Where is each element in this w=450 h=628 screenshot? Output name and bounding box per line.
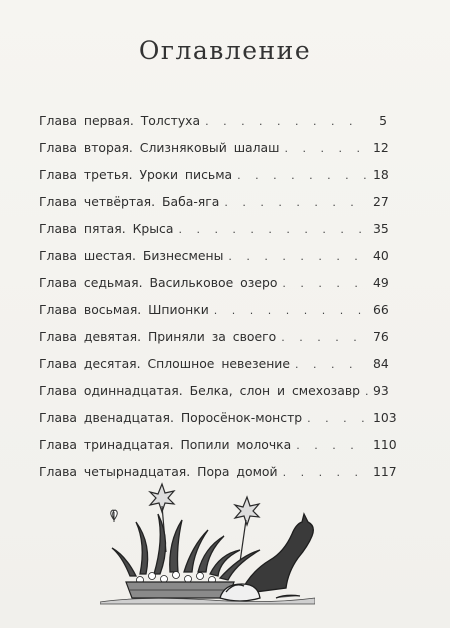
flower-box bbox=[126, 582, 234, 598]
toc-leader-dots bbox=[281, 331, 368, 344]
toc-chapter-title: Глава вторая. Слизняковый шалаш bbox=[39, 140, 280, 155]
toc-entry bbox=[39, 437, 397, 464]
toc-entry bbox=[39, 221, 387, 248]
toc-chapter-title: Глава шестая. Бизнесмены bbox=[39, 248, 224, 263]
toc-chapter-title: Глава пятая. Крыса bbox=[39, 221, 174, 236]
toc-leader-dots bbox=[284, 142, 368, 155]
cat-illustration bbox=[220, 514, 313, 601]
toc-chapter-title: Глава десятая. Сплошное невезение bbox=[39, 356, 290, 371]
toc-leader-dots bbox=[295, 358, 368, 371]
toc-page-number: 40 bbox=[373, 248, 389, 263]
toc-leader-dots bbox=[296, 439, 368, 452]
toc-leader-dots bbox=[224, 196, 368, 209]
toc-entry bbox=[39, 140, 387, 167]
toc-entry bbox=[39, 167, 387, 194]
toc-leader-dots bbox=[228, 250, 368, 263]
toc-entry bbox=[39, 275, 387, 302]
butterfly-icon bbox=[111, 510, 118, 522]
toc-entry bbox=[39, 383, 387, 410]
toc-entry bbox=[39, 248, 387, 275]
page-title: Оглавление bbox=[138, 36, 312, 65]
toc-leader-dots bbox=[214, 304, 368, 317]
toc-entry bbox=[39, 329, 387, 356]
toc-entry bbox=[39, 113, 387, 140]
toc-page-number: 49 bbox=[373, 275, 389, 290]
toc-leader-dots bbox=[282, 277, 368, 290]
toc-entry bbox=[39, 356, 387, 383]
toc-chapter-title: Глава девятая. Приняли за своего bbox=[39, 329, 277, 344]
cat-flowerbed-illustration bbox=[100, 482, 315, 612]
toc-leader-dots bbox=[205, 115, 368, 128]
toc-chapter-title: Глава четвёртая. Баба-яга bbox=[39, 194, 220, 209]
toc-chapter-title: Глава третья. Уроки письма bbox=[39, 167, 233, 182]
toc-page-number: 27 bbox=[373, 194, 389, 209]
toc-entry bbox=[39, 194, 387, 221]
toc-entry bbox=[39, 302, 387, 329]
toc-page-number: 103 bbox=[373, 410, 397, 425]
toc-leader-dots bbox=[365, 385, 368, 398]
lily-flowers bbox=[150, 484, 259, 562]
toc-chapter-title: Глава четырнадцатая. Пора домой bbox=[39, 464, 278, 479]
toc-leader-dots bbox=[307, 412, 368, 425]
toc-page-number: 76 bbox=[373, 329, 389, 344]
toc-chapter-title: Глава тринадцатая. Попили молочка bbox=[39, 437, 292, 452]
toc-leader-dots bbox=[283, 466, 368, 479]
toc-leader-dots bbox=[237, 169, 368, 182]
toc-page-number: 12 bbox=[373, 140, 389, 155]
toc-page-number: 117 bbox=[373, 464, 397, 479]
ground-shading bbox=[100, 598, 315, 604]
toc-chapter-title: Глава двенадцатая. Поросёнок-монстр bbox=[39, 410, 303, 425]
toc-chapter-title: Глава восьмая. Шпионки bbox=[39, 302, 209, 317]
toc-page-number: 84 bbox=[373, 356, 389, 371]
toc-page-number: 35 bbox=[373, 221, 389, 236]
toc-page-number: 18 bbox=[373, 167, 389, 182]
toc-leader-dots bbox=[178, 223, 368, 236]
toc-chapter-title: Глава седьмая. Васильковое озеро bbox=[39, 275, 278, 290]
toc-page-number: 110 bbox=[373, 437, 397, 452]
toc-page-number: 5 bbox=[379, 113, 387, 128]
grass-leaves bbox=[112, 514, 260, 580]
toc-chapter-title: Глава одиннадцатая. Белка, слон и смехозавр bbox=[39, 383, 361, 398]
toc-entry bbox=[39, 410, 397, 437]
table-of-contents bbox=[39, 113, 397, 491]
toc-chapter-title: Глава первая. Толстуха bbox=[39, 113, 201, 128]
toc-page-number: 93 bbox=[373, 383, 389, 398]
toc-page-number: 66 bbox=[373, 302, 389, 317]
